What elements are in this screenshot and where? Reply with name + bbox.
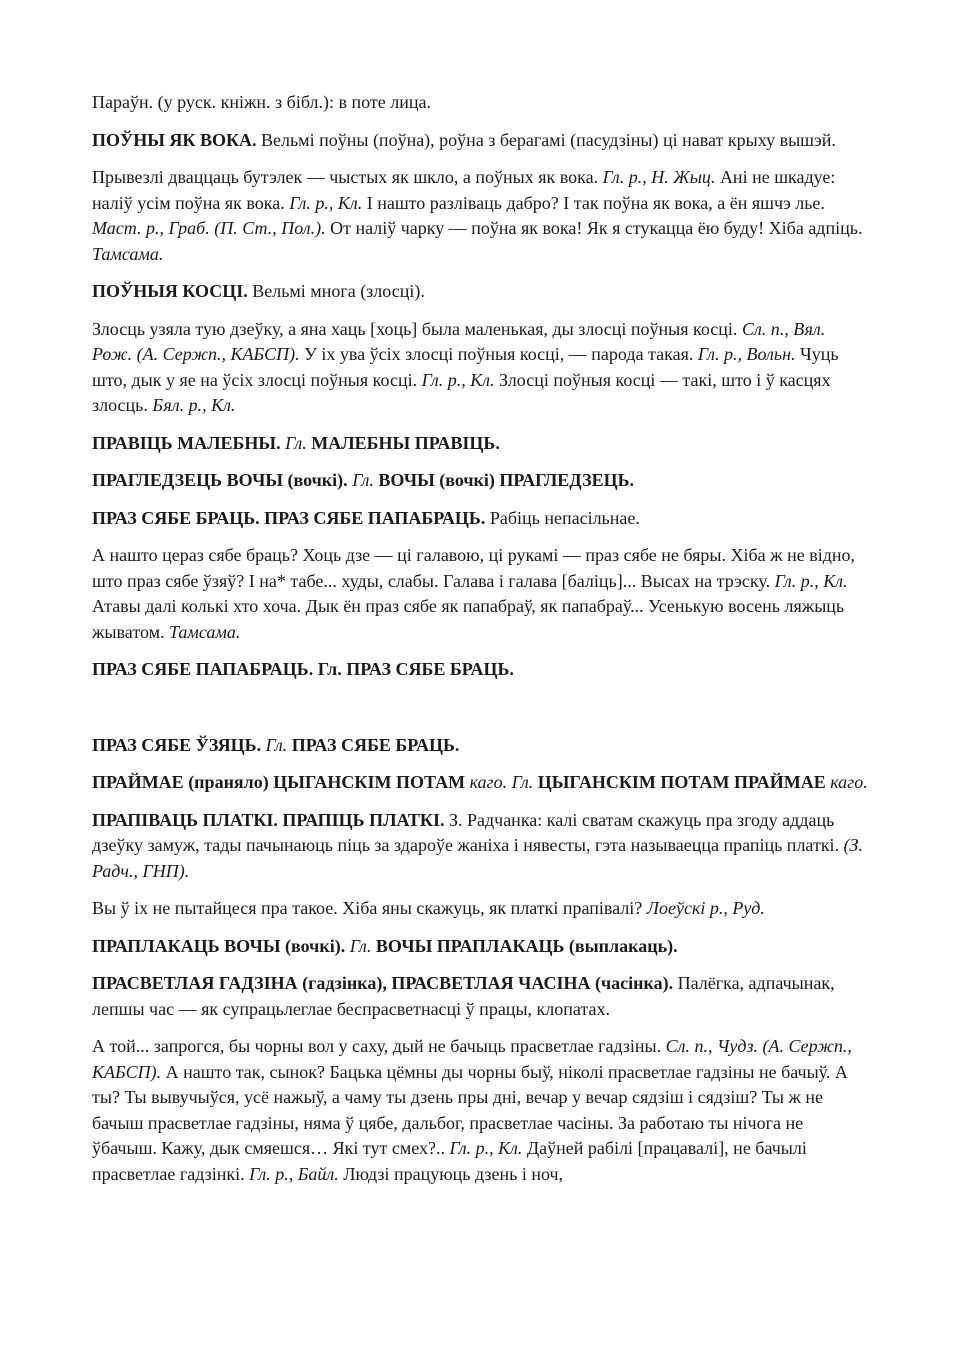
cross-ref-marker: Гл. [261, 734, 288, 755]
source-ref: Маст. р., Граб. (П. Ст., Пол.). [92, 218, 326, 238]
source-ref: Бял. р., Кл. [152, 395, 236, 415]
examples-praz-syabe-brac: А нашто цераз сябе браць? Хоць дзе — ці галавою, ці рукамі — праз сябе не бяры. Хіба ж не відно, што праз сябе ўзяў? І на* табе... худы, слабы. Галава і галава [баліць]... Высах на трэску. Гл. р., Кл. Атавы далі колькі хто хоча. Дык ён праз сябе як папабраў, як папабраў... Усенькую восень ляжыць жыватом. Тамсама. [92, 545, 855, 642]
examples-poynyya-kosci: Злосць узяла тую дзеўку, а яна хаць [хоць] была маленькая, ды злосці поўныя косці. Сл. п., Вял. Рож. (А. Сержп., КАБСП). У іх ува ўсіх злосці поўныя косці, — парода такая. Гл. р., Вольн. Чуць што, дык у яе на ўсіх злосці поўныя косці. Гл. р., Кл. Злосці поўныя косці — такі, што і ў касцях злосць. Бял. р., Кл. [92, 318, 839, 415]
source-ref: Гл. р., Кл. [449, 1138, 523, 1158]
entry-headword: ПРАПЛАКАЦЬ ВОЧЫ (вочкі). [92, 935, 346, 956]
spacer [92, 695, 868, 733]
entry-pragledzec-vochy [92, 468, 868, 494]
cross-ref-marker: каго. Гл. [465, 772, 534, 792]
entry-headword: ПРАГЛЕДЗЕЦЬ ВОЧЫ (вочкі). [92, 470, 348, 490]
entry-headword: ПРАЗ СЯБЕ БРАЦЬ. ПРАЗ СЯБЕ ПАПАБРАЦЬ. [92, 507, 486, 528]
entry-pravic-malebny [92, 431, 868, 457]
examples-poyny-yak-voka: Прывезлі дваццаць бутэлек — чыстых як шкло, а поўных як вока. Гл. р., Н. Жыц. Ані не шкадуе: наліў усім поўна як вока. Гл. р., Кл. І нашто разліваць дабро? І так поўна як вока, а ён яшчэ лье. Маст. р., Граб. (П. Ст., Пол.). От наліў чарку — поўна як вока! Як я стукацца ёю буду! Хіба адпіць. Тамсама. [92, 167, 863, 264]
entry-headword: ПРАВІЦЬ МАЛЕБНЫ. [92, 432, 281, 453]
source-ref: Лоеўскі р., Руд. [646, 898, 765, 918]
source-ref: Сл. п., Вял. Рож. (А. Сержп., КАБСП). [92, 318, 826, 364]
source-ref: Гл. р., Кл. [421, 369, 495, 390]
source-ref: Гл. р., Кл. [774, 570, 848, 591]
cross-ref-marker: Гл. [345, 935, 372, 956]
entry-headword: ПРАЙМАЕ (праняло) ЦЫГАНСКІМ ПОТАМ [92, 772, 466, 792]
entry-prapivac-platki: ПРАПІВАЦЬ ПЛАТКІ. ПРАПІЦЬ ПЛАТКІ. З. Радчанка: калі сватам скажуць пра згоду аддаць дзеўку замуж, тады пачынаюць піць за здароўе жаніха і нявесты, гэта называецца прапіць платкі. (З. Радч., ГНП). [92, 809, 863, 881]
cross-ref-headword: ЦЫГАНСКІМ ПОТАМ ПРАЙМАЕ [533, 772, 826, 792]
entry-headword: ПРАПІВАЦЬ ПЛАТКІ. ПРАПІЦЬ ПЛАТКІ. [92, 809, 445, 830]
entry-headword: ПРАСВЕТЛАЯ ГАДЗІНА (гадзінка), ПРАСВЕТЛАЯ ЧАСІНА (часінка). [92, 973, 674, 993]
entry-headword: ПРАЗ СЯБЕ ЎЗЯЦЬ. [92, 734, 262, 755]
source-ref: Тамсама. [169, 621, 241, 642]
cross-ref-headword: МАЛЕБНЫ ПРАВІЦЬ. [306, 432, 500, 453]
paragraph-comparison: Параўн. (у руск. кніжн. з бібл.): в поте лица. [92, 92, 431, 112]
entry-headword: ПОЎНЫЯ КОСЦІ. [92, 281, 248, 301]
entry-poyny-yak-voka: ПОЎНЫ ЯК ВОКА. Вельмі поўны (поўна), роўна з берагамі (пасудзіны) ці нават крыху вышэй. [92, 129, 836, 150]
examples-prasvetlaya-gadzina: А той... запрогся, бы чорны вол у саху, дый не бачыць прасветлае гадзіны. Сл. п., Чудз. (А. Сержп., КАБСП). А нашто так, сынок? Бацька цёмны ды чорны быў, ніколі прасветлае гадзіны не бачыў. А ты? Ты вывучыўся, усё нажыў, а чаму ты дзень пры дні, вечар у вечар сядзіш і сядзіш? Ты ж не бачыш прасветлае гадзіны, няма ў цябе, дальбог, прасветлае часіны. За работаю ты нічога не ўбачыш. Кажу, дык смяешся… Які тут смех?.. Гл. р., Кл. Даўней рабілі [працавалі], не бачылі прасветлае гадзінкі. Гл. р., Байл. Людзі працуюць дзень і ноч, [92, 1036, 852, 1184]
source-ref: Гл. р., Кл. [289, 192, 363, 213]
entry-prasvetlaya-gadzina: ПРАСВЕТЛАЯ ГАДЗІНА (гадзінка), ПРАСВЕТЛАЯ ЧАСІНА (часінка). Палёгка, адпачынак, лепшы час — як супрацьлеглае беспрасветнасці ў працы, клопатах. [92, 973, 835, 1019]
cross-ref-headword: ВОЧЫ ПРАПЛАКАЦЬ (выплакаць). [371, 935, 678, 956]
cross-ref-headword: ПРАЗ СЯБЕ БРАЦЬ. [287, 734, 460, 755]
entry-poynyya-kosci: ПОЎНЫЯ КОСЦІ. Вельмі многа (злосці). [92, 281, 425, 301]
source-ref: Сл. п., Чудз. (А. Сержп., КАБСП). [92, 1036, 852, 1082]
entry-headword: ПРАЗ СЯБЕ ПАПАБРАЦЬ. Гл. ПРАЗ СЯБЕ БРАЦЬ. [92, 659, 514, 679]
cross-ref-headword: ВОЧЫ (вочкі) ПРАГЛЕДЗЕЦЬ. [373, 470, 635, 490]
entry-headword: ПОЎНЫ ЯК ВОКА. [92, 129, 257, 150]
entry-praz-syabe-brac: ПРАЗ СЯБЕ БРАЦЬ. ПРАЗ СЯБЕ ПАПАБРАЦЬ. Рабіць непасільнае. [92, 507, 640, 528]
source-ref: Гл. р., Байл. [249, 1163, 339, 1184]
source-ref: Гл. р., Вольн. [697, 344, 796, 364]
entry-praplakac-vochy [92, 934, 868, 960]
cross-ref-marker: Гл. [347, 470, 374, 490]
source-ref: Тамсама. [92, 243, 164, 264]
entry-praz-syabe-papabrac [92, 657, 868, 683]
source-ref: (З. Радч., ГНП). [92, 835, 863, 881]
source-ref: Гл. р., Н. Жыц. [602, 167, 716, 187]
examples-prapivac-platki: Вы ў іх не пытайцеся пра такое. Хіба яны скажуць, як платкі прапівалі? Лоеўскі р., Руд. [92, 898, 765, 918]
entry-praz-syabe-uzyac [92, 733, 868, 759]
entry-praymae-cyganskim-potam [92, 770, 868, 796]
cross-ref-marker: каго. [825, 772, 868, 792]
cross-ref-marker: Гл. [280, 432, 307, 453]
